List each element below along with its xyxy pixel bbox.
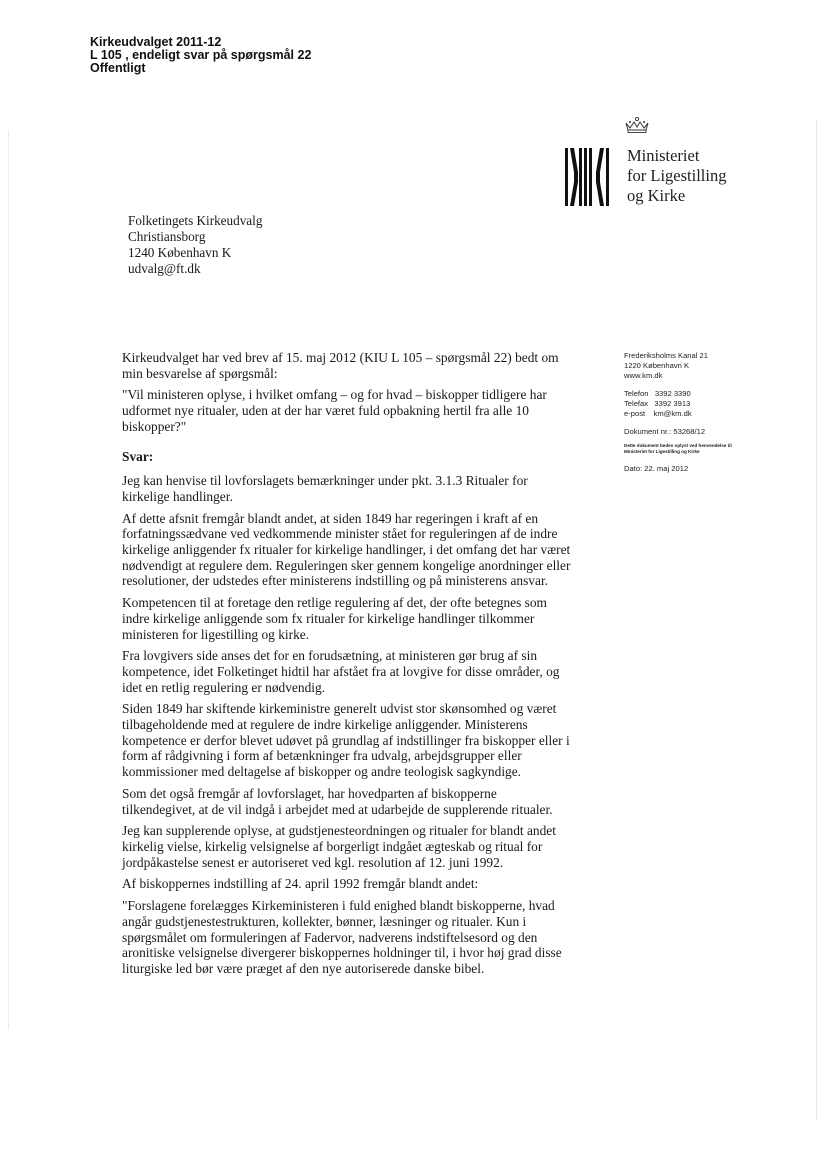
header-status: Offentligt	[90, 61, 146, 75]
recipient-email: udvalg@ft.dk	[128, 261, 201, 276]
answer-paragraph: Af dette afsnit fremgår blandt andet, at siden 1849 har regeringen i kraft af en forfatningssædvane ved vedkommende minister stået for reguleringen af de indre kirkelige anliggender fx ritualer for kirkelige handlinger, i det omfang det har været nødvendigt at regulere dem. Reguleringen sker gennem kongelige anordninger eller resolutioner, der udstedes efter ministerens indstilling og på ministerens ansvar.	[122, 510, 571, 589]
answer-paragraph: Af biskoppernes indstilling af 24. april 1992 fremgår blandt andet:	[122, 876, 479, 892]
document-date: Dato: 22. maj 2012	[624, 464, 689, 473]
answer-paragraph: Kompetencen til at foretage den retlige regulering af det, der ofte betegnes som indre kirkelige anliggende som fx ritualer for kirkelige handlinger tilkommer ministeren for ligestilling og kirke.	[122, 595, 547, 642]
sender-fax: Telefax 3392 3913	[624, 399, 691, 408]
ministry-name	[627, 146, 726, 206]
ministry-name-line: og Kirke	[627, 186, 686, 205]
answer-paragraph: Jeg kan supplerende oplyse, at gudstjenesteordningen og ritualer for blandt andet kirkelig vielse, kirkelig velsignelse af borgerligt indgået ægteskab og ritual for jordpåkastelse senest er autoriseret ved kgl. resolution af 12. juni 1992.	[122, 823, 556, 870]
header-case: L 105 , endeligt svar på spørgsmål 22	[90, 48, 312, 62]
sender-street: Frederiksholms Kanal 21	[624, 351, 708, 360]
sender-website: www.km.dk	[624, 371, 663, 380]
ministry-name-line: for Ligestilling	[627, 166, 727, 185]
question-paragraph: "Vil ministeren oplyse, i hvilket omfang – og for hvad – biskopper tidligere har udformet nye ritualer, uden at der har været fuld opbakning hertil fra alle 10 biskopper?"	[122, 387, 547, 434]
answer-paragraph: Som det også fremgår af lovforslaget, har hovedparten af biskopperne tilkendegivet, at de vil indgå i arbejdet med at udarbejde de supplerende ritualer.	[122, 785, 553, 817]
answer-paragraph: Siden 1849 har skiftende kirkeministre generelt udvist stor skønsomhed og været tilbageholdende med at regulere de indre kirkelige anliggender. Ministerens kompetence er derfor blevet udøvet på grundlag af indstillinger fra biskopper eller i form af rådgivning i form af betænkninger fra udvalg, arbejdsgrupper eller kommissioner med deltagelse af biskopper og andre teologisk sagkyndige.	[122, 701, 570, 780]
recipient-address	[128, 213, 262, 277]
intro-paragraph: Kirkeudvalget har ved brev af 15. maj 2012 (KIU L 105 – spørgsmål 22) bedt om min besvarelse af spørgsmål:	[122, 350, 559, 381]
recipient-line: Folketingets Kirkeudvalg	[128, 213, 263, 228]
document-number: Dokument nr.: 53268/12	[624, 427, 706, 436]
sender-city: 1220 København K	[624, 361, 690, 370]
letter-body	[122, 350, 572, 983]
crown-icon	[624, 116, 650, 134]
ministry-name-line: Ministeriet	[627, 146, 700, 165]
answer-paragraph: Fra lovgivers side anses det for en forudsætning, at ministeren gør brug af sin kompetence, idet Folketinget hidtil har afstået fra at lovgive for disse områder, og idet en retlig regulering er nødvendig.	[122, 648, 560, 695]
sender-info	[624, 351, 744, 474]
sender-phone: Telefon 3392 3390	[624, 389, 691, 398]
sender-email: e-post km@km.dk	[624, 409, 692, 418]
document-header	[90, 36, 311, 75]
answer-heading: Svar:	[122, 448, 154, 464]
scan-artifact	[816, 120, 817, 1120]
scan-artifact	[8, 130, 9, 1030]
header-committee: Kirkeudvalget 2011-12	[90, 35, 222, 49]
recipient-line: 1240 København K	[128, 245, 232, 260]
answer-paragraph: Jeg kan henvise til lovforslagets bemærkninger under pkt. 3.1.3 Ritualer for kirkelige handlinger.	[122, 473, 528, 504]
reference-note: Dette dokument bedes oplyst ved henvendelse til Ministeriet for Ligestilling og Kirke	[624, 443, 732, 454]
quote-paragraph: "Forslagene forelægges Kirkeministeren i fuld enighed blandt biskopperne, hvad angår gudstjenestestrukturen, kollekter, bønner, læsninger og ritualer. Kun i spørgsmålet om formuleringen af Fadervor, nadverens indstiftelsesord og den aronitiske velsignelse divergerer biskoppernes holdninger til, i hvor høj grad disse liturgiske led bør være præget af den nye autoriserede danske bibel.	[122, 898, 562, 976]
ministry-bars-logo	[564, 148, 610, 206]
recipient-line: Christiansborg	[128, 229, 206, 244]
